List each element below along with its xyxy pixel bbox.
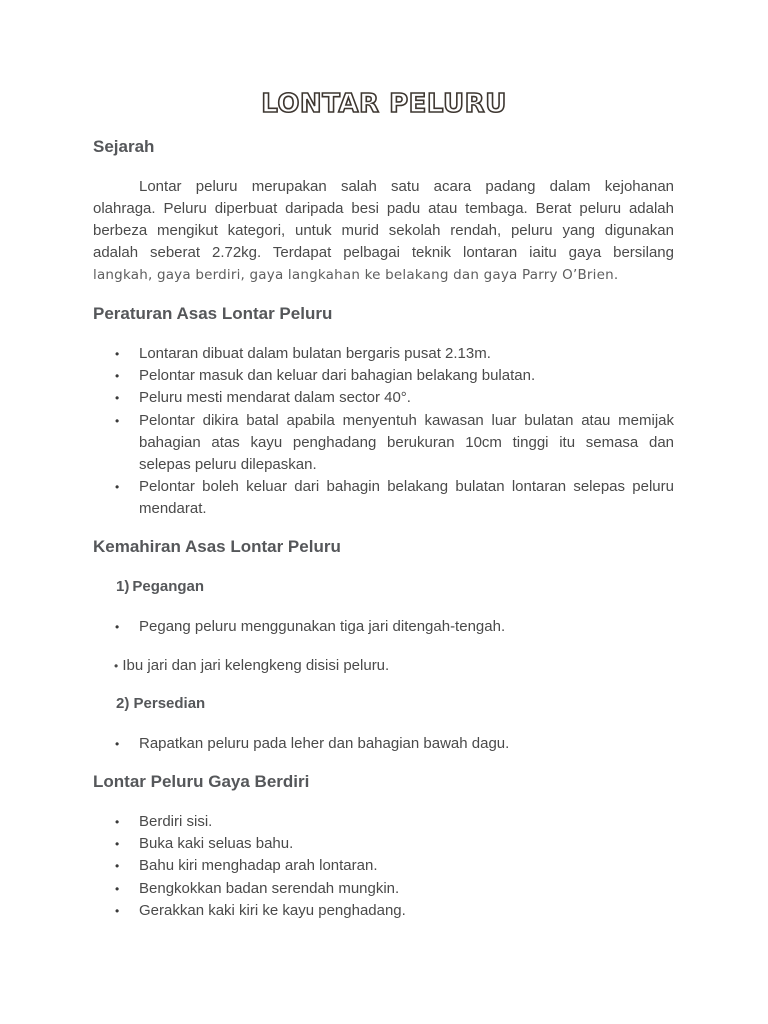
bullet-icon: • xyxy=(115,737,120,751)
list-item-text: Peluru mesti mendarat dalam sector 40°. xyxy=(139,389,411,407)
paragraph-line: berbeza mengikut kategori, untuk murid sekolah rendah, peluru yang digunakan xyxy=(93,222,674,239)
list-item xyxy=(93,833,674,855)
bullet-icon: • xyxy=(115,903,120,918)
list-item-text: Gerakkan kaki kiri ke kayu penghadang. xyxy=(139,901,406,919)
list-item xyxy=(93,900,674,922)
list-item-text: Pelontar dikira batal apabila menyentuh kawasan luar bulatan atau memijak xyxy=(139,411,674,429)
list-item-text: Pegang peluru menggunakan tiga jari ditengah-tengah. xyxy=(139,618,506,635)
list-item-text: Lontaran dibuat dalam bulatan bergaris pusat 2.13m. xyxy=(139,345,491,362)
bullet-icon: • xyxy=(115,881,120,896)
paragraph-sejarah xyxy=(93,176,674,286)
paragraph-line: langkah, gaya berdiri, gaya langkahan ke belakang dan gaya Parry O’Brien. xyxy=(93,267,619,283)
list-item xyxy=(93,811,674,833)
subheading-persedian: 2) Persedian xyxy=(116,695,206,712)
bullet-icon: • xyxy=(115,369,120,384)
bullet-icon: • xyxy=(115,859,120,874)
pegangan-list xyxy=(93,616,674,638)
peraturan-list xyxy=(93,343,674,521)
list-item xyxy=(93,616,674,638)
bullet-icon: • xyxy=(114,659,119,673)
paragraph-line: adalah seberat 2.72kg. Terdapat pelbagai teknik lontaran iaitu gaya bersilang xyxy=(93,244,674,261)
list-item-text: Bengkokkan badan serendah mungkin. xyxy=(139,879,400,897)
list-item xyxy=(93,855,674,877)
list-item-text: Berdiri sisi. xyxy=(139,813,213,830)
paragraph-line: Lontar peluru merupakan salah satu acara padang dalam kejohanan xyxy=(139,178,674,195)
list-item-text: bahagian atas kayu penghadang berukuran 10cm tinggi itu semasa dan xyxy=(139,433,674,451)
list-item-text: mendarat. xyxy=(139,500,207,518)
heading-gaya-berdiri: Lontar Peluru Gaya Berdiri xyxy=(93,772,310,791)
bullet-icon: • xyxy=(115,837,120,852)
list-item xyxy=(93,365,674,387)
bullet-icon: • xyxy=(115,620,120,634)
list-item xyxy=(93,878,674,900)
gaya-berdiri-list xyxy=(93,811,674,922)
document-title: LONTAR PELURU xyxy=(261,89,507,119)
list-item xyxy=(93,343,674,365)
list-item-text: selepas peluru dilepaskan. xyxy=(139,456,317,474)
list-item-text: Ibu jari dan jari kelengkeng disisi peluru. xyxy=(122,657,390,674)
bullet-icon: • xyxy=(115,391,120,406)
list-item xyxy=(114,655,389,677)
list-item xyxy=(93,733,674,755)
bullet-icon: • xyxy=(115,413,120,428)
list-item-text: Buka kaki seluas bahu. xyxy=(139,835,294,853)
list-item xyxy=(93,476,674,520)
persedian-list xyxy=(93,733,674,755)
list-item-text: Pelontar boleh keluar dari bahagin belakang bulatan lontaran selepas peluru xyxy=(139,478,674,496)
list-item xyxy=(93,387,674,409)
subheading-pegangan: 1) Pegangan xyxy=(116,578,205,595)
list-item xyxy=(93,410,674,477)
bullet-icon: • xyxy=(115,347,120,361)
heading-peraturan: Peraturan Asas Lontar Peluru xyxy=(93,304,333,323)
list-item-text: Rapatkan peluru pada leher dan bahagian bawah dagu. xyxy=(139,735,510,752)
list-item-text: Bahu kiri menghadap arah lontaran. xyxy=(139,857,378,875)
heading-kemahiran: Kemahiran Asas Lontar Peluru xyxy=(93,537,341,556)
heading-sejarah: Sejarah xyxy=(93,137,155,156)
bullet-icon: • xyxy=(115,815,120,829)
list-item-text: Pelontar masuk dan keluar dari bahagian belakang bulatan. xyxy=(139,367,536,385)
bullet-icon: • xyxy=(115,480,120,495)
paragraph-line: olahraga. Peluru diperbuat daripada besi padu atau tembaga. Berat peluru adalah xyxy=(93,200,674,217)
